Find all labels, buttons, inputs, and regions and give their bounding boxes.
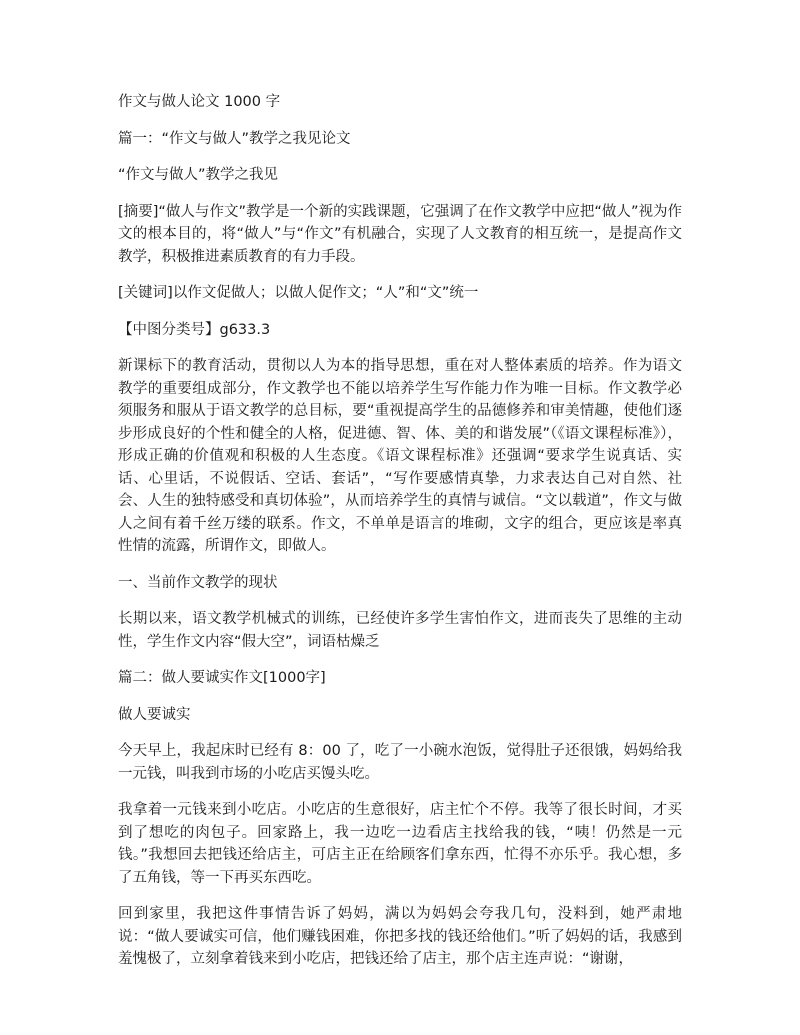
story-paragraph-1: 今天早上，我起床时已经有 8：00 了，吃了一小碗水泡饭，觉得肚子还很饿，妈妈给我一元钱，叫我到市场的小吃店买馒头吃。 [118, 743, 682, 782]
part1-heading: 篇一：“作文与做人”教学之我见论文 [118, 130, 351, 147]
part2-heading: 篇二：做人要诚实作文[1000字] [118, 670, 326, 686]
story-paragraph-2: 我拿着一元钱来到小吃店。小吃店的生意很好，店主忙个不停。我等了很长时间，才买到了想吃的肉包子。回家路上，我一边吃一边看店主找给我的钱，“咦！仍然是一元钱。”我想回去把钱还给店主，可店主正在给顾客们拿东西，忙得不亦乐乎。我心想，多了五角钱，等一下再买东西吃。 [118, 802, 682, 886]
document-title: 作文与做人论文 1000 字 [118, 94, 281, 110]
section1-heading: 一、当前作文教学的现状 [118, 574, 278, 591]
abstract-paragraph: [摘要]“做人与作文”教学是一个新的实践课题，它强调了在作文教学中应把“做人”视为作文的根本目的，将“做人”与“作文”有机融合，实现了人文教育的相互统一，是提高作文教学，积极推进素质教育的有力手段。 [118, 203, 682, 265]
keywords-paragraph: [关键词]以作文促做人；以做人促作文；“人”和“文”统一 [118, 285, 479, 301]
story-paragraph-3: 回到家里，我把这件事情告诉了妈妈，满以为妈妈会夸我几句，没料到，她严肃地说：“做人要诚实可信，他们赚钱困难，你把多找的钱还给他们。”听了妈妈的话，我感到羞愧极了，立刻拿着钱来到小吃店，把钱还给了店主，那个店主连声说：“谢谢， [118, 906, 682, 967]
part1-subtitle: “作文与做人”教学之我见 [118, 167, 279, 183]
section1-paragraph: 长期以来，语文教学机械式的训练，已经使许多学生害怕作文，进而丧失了思维的主动性，学生作文内容“假大空”，词语枯燥乏 [118, 611, 682, 650]
classification-number: 【中图分类号】g633.3 [118, 321, 271, 338]
body-paragraph: 新课标下的教育活动，贯彻以人为本的指导思想，重在对人整体素质的培养。作为语文教学的重要组成部分，作文教学也不能以培养学生写作能力作为唯一目标。作文教学必须服务和服从于语文教学的总目标，要“重视提高学生的品德修养和审美情趣，使他们逐步形成良好的个性和健全的人格，促进德、智、体、美的和谐发展”（《语文课程标准》），形成正确的价值观和积极的人生态度。《语文课程标准》还强调“要求学生说真话、实话、心里话，不说假话、空话、套话”，“写作要感情真挚，力求表达自己对自然、社会、人生的独特感受和真切体验”，从而培养学生的真情与诚信。“文以载道”，作文与做人之间有着千丝万缕的联系。作文，不单单是语言的堆砌，文字的组合，更应该是率真性情的流露，所谓作文，即做人。 [118, 358, 682, 554]
part2-subtitle: 做人要诚实 [118, 706, 191, 723]
